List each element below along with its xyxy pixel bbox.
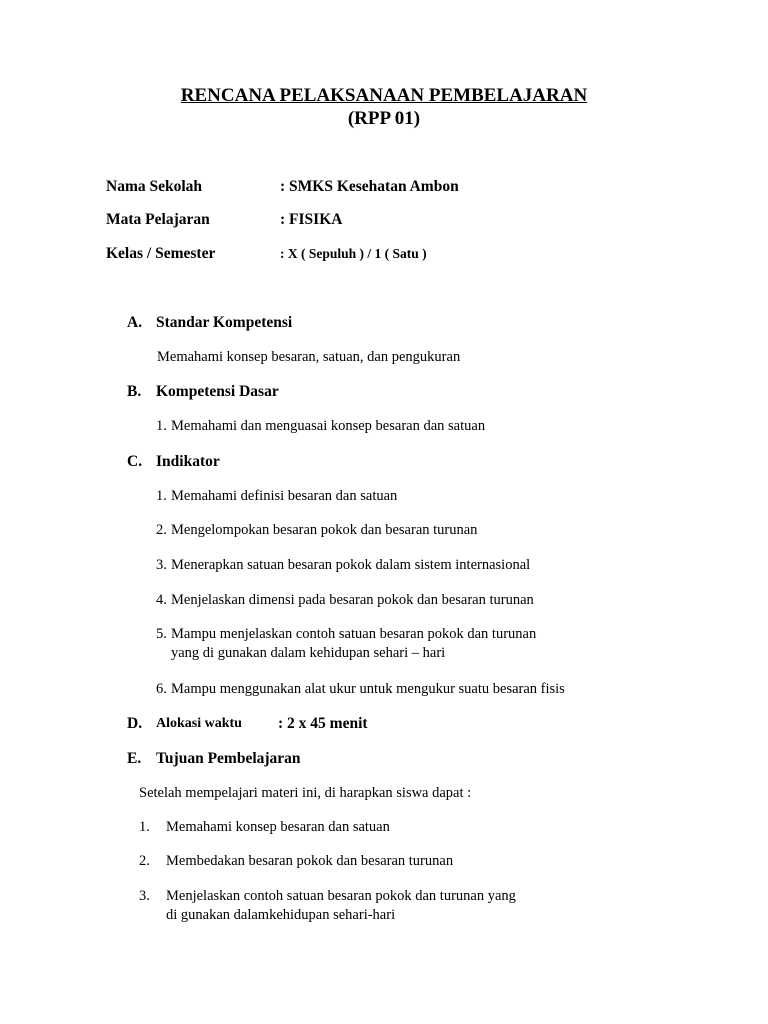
indicator-text: Mampu menjelaskan contoh satuan besaran pokok dan turunan [171, 626, 537, 642]
indicator-num: 5. [156, 626, 167, 642]
section-e-title: Tujuan Pembelajaran [156, 750, 301, 767]
info-value-school: : SMKS Kesehatan Ambon [280, 178, 459, 195]
indicator-num: 3. [156, 557, 167, 573]
section-d-letter: D. [127, 715, 143, 732]
section-d-label: Alokasi waktu [156, 716, 242, 731]
info-label-class: Kelas / Semester [106, 245, 216, 262]
indicator-text: Menerapkan satuan besaran pokok dalam sistem internasional [171, 557, 531, 573]
indicator-num: 2. [156, 522, 167, 538]
objective-num: 1. [139, 819, 150, 835]
document-subtitle: (RPP 01) [347, 108, 421, 129]
objective-text: Menjelaskan contoh satuan besaran pokok dan turunan yang [166, 888, 516, 904]
indicator-text-continuation: yang di gunakan dalam kehidupan sehari – hari [171, 645, 446, 661]
indicator-num: 4. [156, 592, 167, 608]
section-e-intro: Setelah mempelajari materi ini, di harapkan siswa dapat : [139, 785, 472, 801]
section-b-item-num: 1. [156, 418, 167, 434]
section-e-letter: E. [127, 750, 142, 767]
indicator-num: 1. [156, 488, 167, 504]
objective-num: 3. [139, 888, 150, 904]
section-c-letter: C. [127, 453, 143, 470]
document-title: RENCANA PELAKSANAAN PEMBELAJARAN [180, 85, 588, 106]
section-b-item-text: Memahami dan menguasai konsep besaran dan satuan [171, 418, 486, 434]
section-b-title: Kompetensi Dasar [156, 383, 279, 400]
section-a-title: Standar Kompetensi [156, 314, 293, 331]
info-value-subject: : FISIKA [280, 211, 343, 228]
indicator-num: 6. [156, 681, 167, 697]
section-a-text: Memahami konsep besaran, satuan, dan pengukuran [157, 349, 461, 365]
objective-text: Memahami konsep besaran dan satuan [166, 819, 390, 835]
objective-num: 2. [139, 853, 150, 869]
objective-text-continuation: di gunakan dalamkehidupan sehari-hari [166, 907, 396, 923]
info-label-subject: Mata Pelajaran [106, 211, 210, 228]
indicator-text: Memahami definisi besaran dan satuan [171, 488, 398, 504]
indicator-text: Mengelompokan besaran pokok dan besaran turunan [171, 522, 478, 538]
info-value-class: : X ( Sepuluh ) / 1 ( Satu ) [280, 246, 427, 261]
info-label-school: Nama Sekolah [106, 178, 203, 195]
objective-text: Membedakan besaran pokok dan besaran turunan [166, 853, 454, 869]
section-d-value: : 2 x 45 menit [278, 715, 368, 732]
indicator-text: Menjelaskan dimensi pada besaran pokok dan besaran turunan [171, 592, 534, 608]
section-b-letter: B. [127, 383, 142, 400]
section-c-title: Indikator [156, 453, 220, 470]
indicator-text: Mampu menggunakan alat ukur untuk mengukur suatu besaran fisis [171, 681, 565, 697]
section-a-letter: A. [127, 314, 143, 331]
